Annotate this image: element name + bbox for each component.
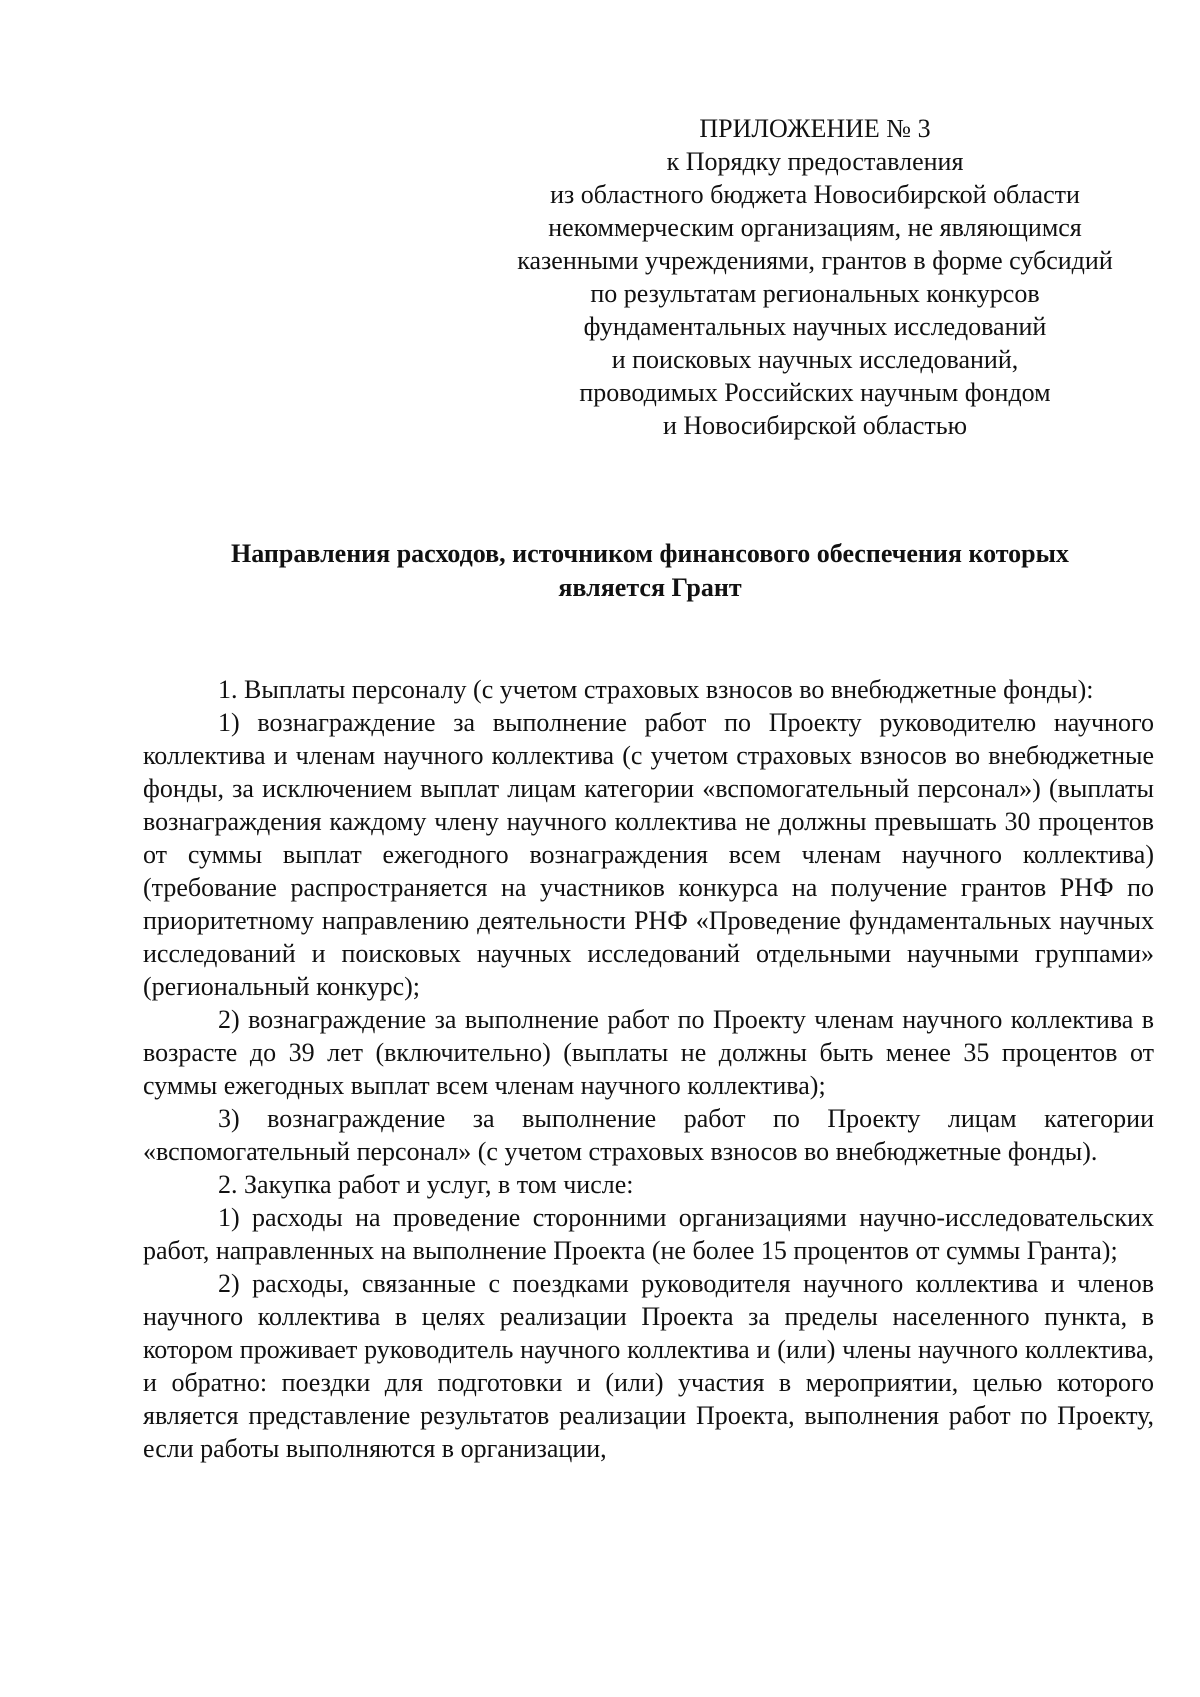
paragraph-item-2-2: 2) расходы, связанные с поездками руководителя научного коллектива и членов научного коллектива в целях реализации Проекта за пределы населенного пункта, в котором проживает руководитель научного коллектива и (или) члены научного коллектива, и обратно: поездки для подготовки и (или) участия в мероприятии, целью которого является представление результатов реализации Проекта, выполнения работ по Проекту, если работы выполняются в организации, bbox=[143, 1269, 1154, 1463]
appendix-line: некоммерческим организациям, не являющимся bbox=[548, 213, 1082, 242]
appendix-number: ПРИЛОЖЕНИЕ № 3 bbox=[699, 114, 931, 143]
paragraph-item-1-3: 3) вознаграждение за выполнение работ по Проекту лицам категории «вспомогательный персонал» (с учетом страховых взносов во внебюджетные фонды). bbox=[143, 1104, 1154, 1166]
appendix-line: к Порядку предоставления bbox=[666, 147, 964, 176]
paragraph-item-2-1: 1) расходы на проведение сторонними организациями научно-исследовательских работ, направленных на выполнение Проекта (не более 15 процентов от суммы Гранта); bbox=[143, 1203, 1154, 1265]
appendix-line: по результатам региональных конкурсов bbox=[590, 279, 1040, 308]
appendix-line: из областного бюджета Новосибирской области bbox=[550, 180, 1080, 209]
paragraph-section-1: 1. Выплаты персоналу (с учетом страховых взносов во внебюджетные фонды): bbox=[218, 675, 1094, 704]
appendix-line: казенными учреждениями, грантов в форме субсидий bbox=[517, 246, 1113, 275]
appendix-line: и поисковых научных исследований, bbox=[611, 345, 1019, 374]
document-title bbox=[130, 537, 1170, 605]
document-body bbox=[143, 673, 1154, 1465]
title-line-2: является Грант bbox=[558, 573, 742, 602]
paragraph-item-1-2: 2) вознаграждение за выполнение работ по Проекту членам научного коллектива в возрасте до 39 лет (включительно) (выплаты не должны быть менее 35 процентов от суммы ежегодных выплат всем членам научного коллектива); bbox=[143, 1005, 1154, 1100]
appendix-line: фундаментальных научных исследований bbox=[583, 312, 1047, 341]
appendix-line: проводимых Российских научным фондом bbox=[579, 378, 1051, 407]
appendix-header bbox=[470, 112, 1160, 442]
paragraph-section-2: 2. Закупка работ и услуг, в том числе: bbox=[218, 1170, 634, 1199]
paragraph-item-1-1: 1) вознаграждение за выполнение работ по Проекту руководителю научного коллектива и членам научного коллектива (с учетом страховых взносов во внебюджетные фонды, за исключением выплат лицам категории «вспомогательный персонал») (выплаты вознаграждения каждому члену научного коллектива не должны превышать 30 процентов от суммы выплат ежегодного вознаграждения всем членам научного коллектива) (требование распространяется на участников конкурса на получение грантов РНФ по приоритетному направлению деятельности РНФ «Проведение фундаментальных научных исследований и поисковых научных исследований отдельными научными группами» (региональный конкурс); bbox=[143, 708, 1154, 1001]
appendix-line: и Новосибирской областью bbox=[662, 411, 968, 440]
title-line-1: Направления расходов, источником финансового обеспечения которых bbox=[231, 539, 1069, 568]
